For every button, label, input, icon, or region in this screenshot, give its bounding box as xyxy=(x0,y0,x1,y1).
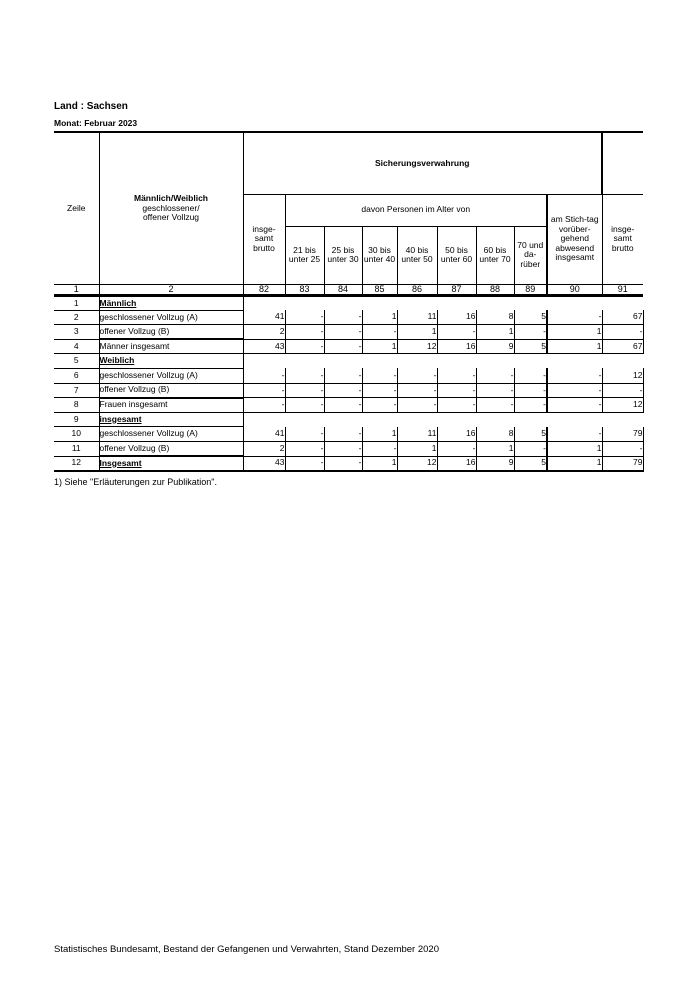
table-row xyxy=(54,383,643,398)
row-label: offener Vollzug (B) xyxy=(99,383,243,398)
cell-value: - xyxy=(243,383,285,398)
cell-value: 1 xyxy=(362,310,397,325)
table-row xyxy=(54,412,643,427)
cell-value: 5 xyxy=(514,339,547,354)
row-label: insgesamt xyxy=(99,412,243,427)
header-col-age-30-40: 30 bis unter 40 xyxy=(362,226,397,284)
cell-value: - xyxy=(437,368,476,383)
row-label: geschlossener Vollzug (A) xyxy=(99,427,243,442)
cell-value: - xyxy=(547,368,602,383)
cell-value: - xyxy=(285,456,324,471)
cell-value: - xyxy=(362,441,397,456)
cell-value: - xyxy=(324,325,362,340)
cell-value: - xyxy=(437,383,476,398)
row-number: 5 xyxy=(54,354,99,369)
cell-value: 11 xyxy=(397,427,437,442)
column-number: 90 xyxy=(547,284,602,296)
row-label: geschlossener Vollzug (A) xyxy=(99,310,243,325)
cell-value: - xyxy=(285,383,324,398)
cell-value: - xyxy=(285,398,324,413)
row-label: Männlich xyxy=(99,296,243,311)
cell-value: 1 xyxy=(397,441,437,456)
header-mw-title: Männlich/Weiblich xyxy=(134,193,208,203)
cell-value: - xyxy=(514,441,547,456)
data-table xyxy=(54,131,644,472)
row-number: 10 xyxy=(54,427,99,442)
cell-value: - xyxy=(362,383,397,398)
cell-value: 79 xyxy=(602,456,643,471)
cell-value: 12 xyxy=(602,368,643,383)
cell-value: - xyxy=(324,398,362,413)
cell-value: - xyxy=(243,398,285,413)
cell-value: - xyxy=(437,441,476,456)
cell-value: - xyxy=(285,427,324,442)
column-number: 84 xyxy=(324,284,362,296)
cell-value: - xyxy=(324,427,362,442)
cell-value: - xyxy=(602,383,643,398)
header-col-age-70-plus: 70 und da-rüber xyxy=(514,226,547,284)
column-number: 87 xyxy=(437,284,476,296)
cell-value: - xyxy=(476,368,514,383)
cell-value: - xyxy=(397,368,437,383)
column-number: 86 xyxy=(397,284,437,296)
cell-value: 11 xyxy=(397,310,437,325)
table-row xyxy=(54,441,643,456)
cell-value: 2 xyxy=(243,325,285,340)
column-number: 1 xyxy=(54,284,99,296)
cell-value: - xyxy=(437,325,476,340)
row-number: 2 xyxy=(54,310,99,325)
header-zeile: Zeile xyxy=(54,132,99,284)
cell-value: - xyxy=(514,368,547,383)
cell-value: 1 xyxy=(362,456,397,471)
footnote: 1) Siehe "Erläuterungen zur Publikation". xyxy=(54,477,217,487)
cell-value: 5 xyxy=(514,456,547,471)
table-row xyxy=(54,427,643,442)
cell-value: 12 xyxy=(602,398,643,413)
cell-value: - xyxy=(547,310,602,325)
cell-value: 5 xyxy=(514,310,547,325)
header-col-age-60-70: 60 bis unter 70 xyxy=(476,226,514,284)
header-col-insgesamt-brutto: insge-samt brutto xyxy=(602,194,643,284)
cell-value: 1 xyxy=(547,456,602,471)
cell-value: - xyxy=(514,398,547,413)
column-number: 85 xyxy=(362,284,397,296)
header-col-age-50-60: 50 bis unter 60 xyxy=(437,226,476,284)
row-label: geschlossener Vollzug (A) xyxy=(99,368,243,383)
cell-value: 9 xyxy=(476,456,514,471)
table-row xyxy=(54,296,643,311)
cell-value: 16 xyxy=(437,310,476,325)
header-col-age-40-50: 40 bis unter 50 xyxy=(397,226,437,284)
header-sicherungsverwahrung: Sicherungsverwahrung xyxy=(243,132,602,194)
cell-value: - xyxy=(324,441,362,456)
cell-value: - xyxy=(476,398,514,413)
column-number: 89 xyxy=(514,284,547,296)
cell-value: 8 xyxy=(476,427,514,442)
column-number: 91 xyxy=(602,284,643,296)
table-row xyxy=(54,325,643,340)
cell-value: - xyxy=(324,339,362,354)
cell-value: - xyxy=(285,368,324,383)
row-label: Männer insgesamt xyxy=(99,339,243,354)
column-number: 83 xyxy=(285,284,324,296)
cell-value: - xyxy=(602,325,643,340)
cell-value: - xyxy=(397,383,437,398)
section-spacer xyxy=(243,412,643,427)
cell-value: 12 xyxy=(397,456,437,471)
table-row xyxy=(54,368,643,383)
cell-value: - xyxy=(285,310,324,325)
cell-value: 1 xyxy=(362,427,397,442)
section-spacer xyxy=(243,296,643,311)
row-number: 7 xyxy=(54,383,99,398)
cell-value: 1 xyxy=(547,325,602,340)
cell-value: - xyxy=(285,339,324,354)
cell-value: - xyxy=(602,441,643,456)
row-number: 6 xyxy=(54,368,99,383)
row-number: 12 xyxy=(54,456,99,471)
table-row xyxy=(54,310,643,325)
row-number: 3 xyxy=(54,325,99,340)
row-number: 9 xyxy=(54,412,99,427)
cell-value: - xyxy=(324,368,362,383)
cell-value: 67 xyxy=(602,339,643,354)
cell-value: 43 xyxy=(243,456,285,471)
cell-value: 8 xyxy=(476,310,514,325)
cell-value: 1 xyxy=(476,325,514,340)
row-label: Insgesamt xyxy=(99,456,243,471)
cell-value: 16 xyxy=(437,456,476,471)
cell-value: - xyxy=(547,427,602,442)
column-number: 82 xyxy=(243,284,285,296)
cell-value: - xyxy=(324,383,362,398)
row-number: 4 xyxy=(54,339,99,354)
cell-value: 41 xyxy=(243,427,285,442)
table-row xyxy=(54,398,643,413)
cell-value: - xyxy=(285,441,324,456)
cell-value: 1 xyxy=(397,325,437,340)
cell-value: - xyxy=(243,368,285,383)
cell-value: 41 xyxy=(243,310,285,325)
cell-value: 2 xyxy=(243,441,285,456)
row-label: Frauen insgesamt xyxy=(99,398,243,413)
cell-value: - xyxy=(514,325,547,340)
cell-value: - xyxy=(362,368,397,383)
cell-value: 1 xyxy=(547,339,602,354)
header-mw-sub: geschlossener/ offener Vollzug xyxy=(142,202,200,222)
cell-value: - xyxy=(362,398,397,413)
cell-value: 1 xyxy=(547,441,602,456)
row-number: 11 xyxy=(54,441,99,456)
cell-value: - xyxy=(476,383,514,398)
header-col-age-21-25: 21 bis unter 25 xyxy=(285,226,324,284)
cell-value: - xyxy=(514,383,547,398)
table-row xyxy=(54,339,643,354)
cell-value: - xyxy=(324,310,362,325)
cell-value: 67 xyxy=(602,310,643,325)
section-spacer xyxy=(243,354,643,369)
cell-value: 43 xyxy=(243,339,285,354)
cell-value: 1 xyxy=(362,339,397,354)
cell-value: - xyxy=(324,456,362,471)
month-title: Monat: Februar 2023 xyxy=(54,118,138,128)
row-label: offener Vollzug (B) xyxy=(99,325,243,340)
cell-value: - xyxy=(397,398,437,413)
header-davon: davon Personen im Alter von xyxy=(285,194,547,226)
header-col-insgesamt: insge-samt brutto xyxy=(252,223,276,253)
table-row xyxy=(54,354,643,369)
row-label: Weiblich xyxy=(99,354,243,369)
header-blank xyxy=(602,132,643,194)
cell-value: - xyxy=(437,398,476,413)
cell-value: 12 xyxy=(397,339,437,354)
cell-value: 9 xyxy=(476,339,514,354)
header-col-abwesend: am Stich-tag vorüber-gehend abwesend insgesamt xyxy=(547,194,602,284)
cell-value: 1 xyxy=(476,441,514,456)
row-number: 1 xyxy=(54,296,99,311)
column-number: 88 xyxy=(476,284,514,296)
cell-value: 16 xyxy=(437,427,476,442)
header-col-age-25-30: 25 bis unter 30 xyxy=(324,226,362,284)
cell-value: - xyxy=(547,398,602,413)
cell-value: 5 xyxy=(514,427,547,442)
page-footer: Statistisches Bundesamt, Bestand der Gefangenen und Verwahrten, Stand Dezember 2020 xyxy=(54,944,439,955)
cell-value: 16 xyxy=(437,339,476,354)
header-maennlich-weiblich xyxy=(99,132,243,284)
column-number: 2 xyxy=(99,284,243,296)
row-label: offener Vollzug (B) xyxy=(99,441,243,456)
cell-value: 79 xyxy=(602,427,643,442)
land-title: Land : Sachsen xyxy=(54,101,128,112)
table-row xyxy=(54,456,643,471)
cell-value: - xyxy=(547,383,602,398)
row-number: 8 xyxy=(54,398,99,413)
cell-value: - xyxy=(285,325,324,340)
cell-value: - xyxy=(362,325,397,340)
